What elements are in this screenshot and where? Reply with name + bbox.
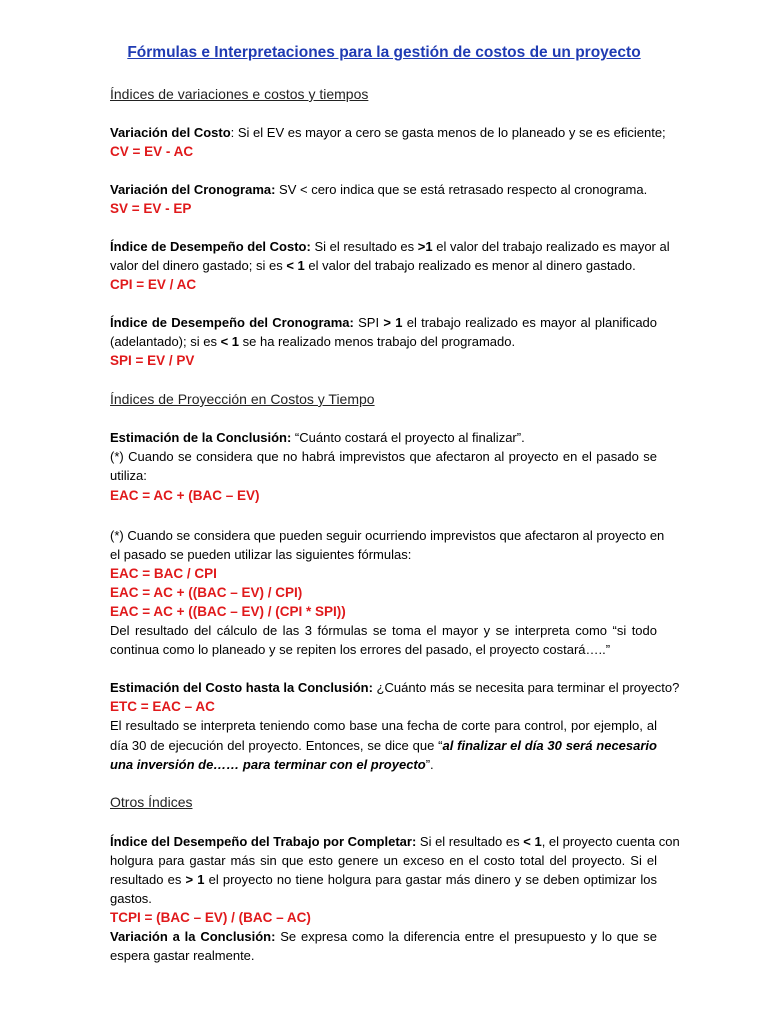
eac-paragraph2-line1: (*) Cuando se considera que pueden seguir ocurriendo imprevistos que afectaron al proyecto en: [110, 528, 665, 543]
spi-description-line2: (adelantado); si es < 1 se ha realizado menos trabajo del programado.: [110, 334, 516, 349]
tcpi-description-line1: Índice del Desempeño del Trabajo por Completar: Si el resultado es < 1, el proyecto cuenta con: [110, 834, 680, 849]
vac-label: Variación a la Conclusión:: [110, 929, 276, 944]
sv-description: Variación del Cronograma: SV < cero indica que se está retrasado respecto al cronograma.: [110, 182, 648, 197]
eac-paragraph3-line1: Del resultado del cálculo de las 3 fórmulas se toma el mayor y se interpreta como “si todo: [110, 623, 657, 638]
cv-formula: CV = EV - AC: [110, 144, 194, 159]
cpi-description-line1: Índice de Desempeño del Costo: Si el resultado es >1 el valor del trabajo realizado es mayor al: [110, 239, 670, 254]
tcpi-description-line3: resultado es > 1 el proyecto no tiene holgura para gastar más dinero y se deben optimizar los: [110, 872, 657, 887]
spi-description-line1: Índice de Desempeño del Cronograma: SPI > 1 el trabajo realizado es mayor al planificado: [110, 315, 658, 330]
tcpi-label: Índice del Desempeño del Trabajo por Completar:: [110, 834, 417, 849]
sv-formula: SV = EV - EP: [110, 201, 192, 216]
tcpi-description-line4: gastos.: [110, 891, 152, 906]
etc-label: Estimación del Costo hasta la Conclusión:: [110, 680, 373, 695]
tcpi-formula: TCPI = (BAC – EV) / (BAC – AC): [110, 910, 311, 925]
eac-description: Estimación de la Conclusión: “Cuánto costará el proyecto al finalizar”.: [110, 430, 525, 445]
eac-formula-2: EAC = BAC / CPI: [110, 566, 217, 581]
cpi-formula: CPI = EV / AC: [110, 277, 197, 292]
cv-description: Variación del Costo: Si el EV es mayor a cero se gasta menos de lo planeado y se es eficiente;: [110, 125, 666, 140]
section-heading-variations: Índices de variaciones e costos y tiempos: [110, 86, 369, 102]
cpi-label: Índice de Desempeño del Costo:: [110, 239, 311, 254]
cpi-description-line2: valor del dinero gastado; si es < 1 el valor del trabajo realizado es menor al dinero gastado.: [110, 258, 636, 273]
vac-description-line2: espera gastar realmente.: [110, 948, 255, 963]
section-heading-projection: Índices de Proyección en Costos y Tiempo: [110, 391, 375, 407]
etc-paragraph-line1: El resultado se interpreta teniendo como base una fecha de corte para control, por ejemplo, al: [110, 718, 657, 733]
eac-formula-4: EAC = AC + ((BAC – EV) / (CPI * SPI)): [110, 604, 346, 619]
section-heading-other: Otros Índices: [110, 794, 193, 810]
page-title: Fórmulas e Interpretaciones para la gestión de costos de un proyecto: [127, 44, 641, 61]
etc-paragraph-line2: día 30 de ejecución del proyecto. Entonces, se dice que “al finalizar el día 30 será necesario: [110, 738, 657, 753]
spi-label: Índice de Desempeño del Cronograma:: [110, 315, 354, 330]
sv-label: Variación del Cronograma:: [110, 182, 276, 197]
vac-description-line1: Variación a la Conclusión: Se expresa como la diferencia entre el presupuesto y lo que se: [110, 929, 657, 944]
eac-paragraph1-line2: utiliza:: [110, 468, 147, 483]
eac-paragraph2-line2: el pasado se pueden utilizar las siguientes fórmulas:: [110, 547, 412, 562]
spi-formula: SPI = EV / PV: [110, 353, 195, 368]
eac-paragraph1-line1: (*) Cuando se considera que no habrá imprevistos que afectaron al proyecto en el pasado se: [110, 449, 657, 464]
eac-paragraph3-line2: continua como lo planeado y se repiten los errores del pasado, el proyecto costará…..”: [110, 642, 611, 657]
cv-label: Variación del Costo: [110, 125, 231, 140]
etc-description: Estimación del Costo hasta la Conclusión: ¿Cuánto más se necesita para terminar el proyecto?: [110, 680, 680, 695]
eac-formula-3: EAC = AC + ((BAC – EV) / CPI): [110, 585, 303, 600]
eac-formula-1: EAC = AC + (BAC – EV): [110, 488, 260, 503]
eac-label: Estimación de la Conclusión:: [110, 430, 292, 445]
tcpi-description-line2: holgura para gastar más sin que esto genere un exceso en el costo total del proyecto. Si el: [110, 853, 657, 868]
etc-paragraph-line3: una inversión de…… para terminar con el proyecto”.: [110, 757, 434, 772]
etc-formula: ETC = EAC – AC: [110, 699, 215, 714]
